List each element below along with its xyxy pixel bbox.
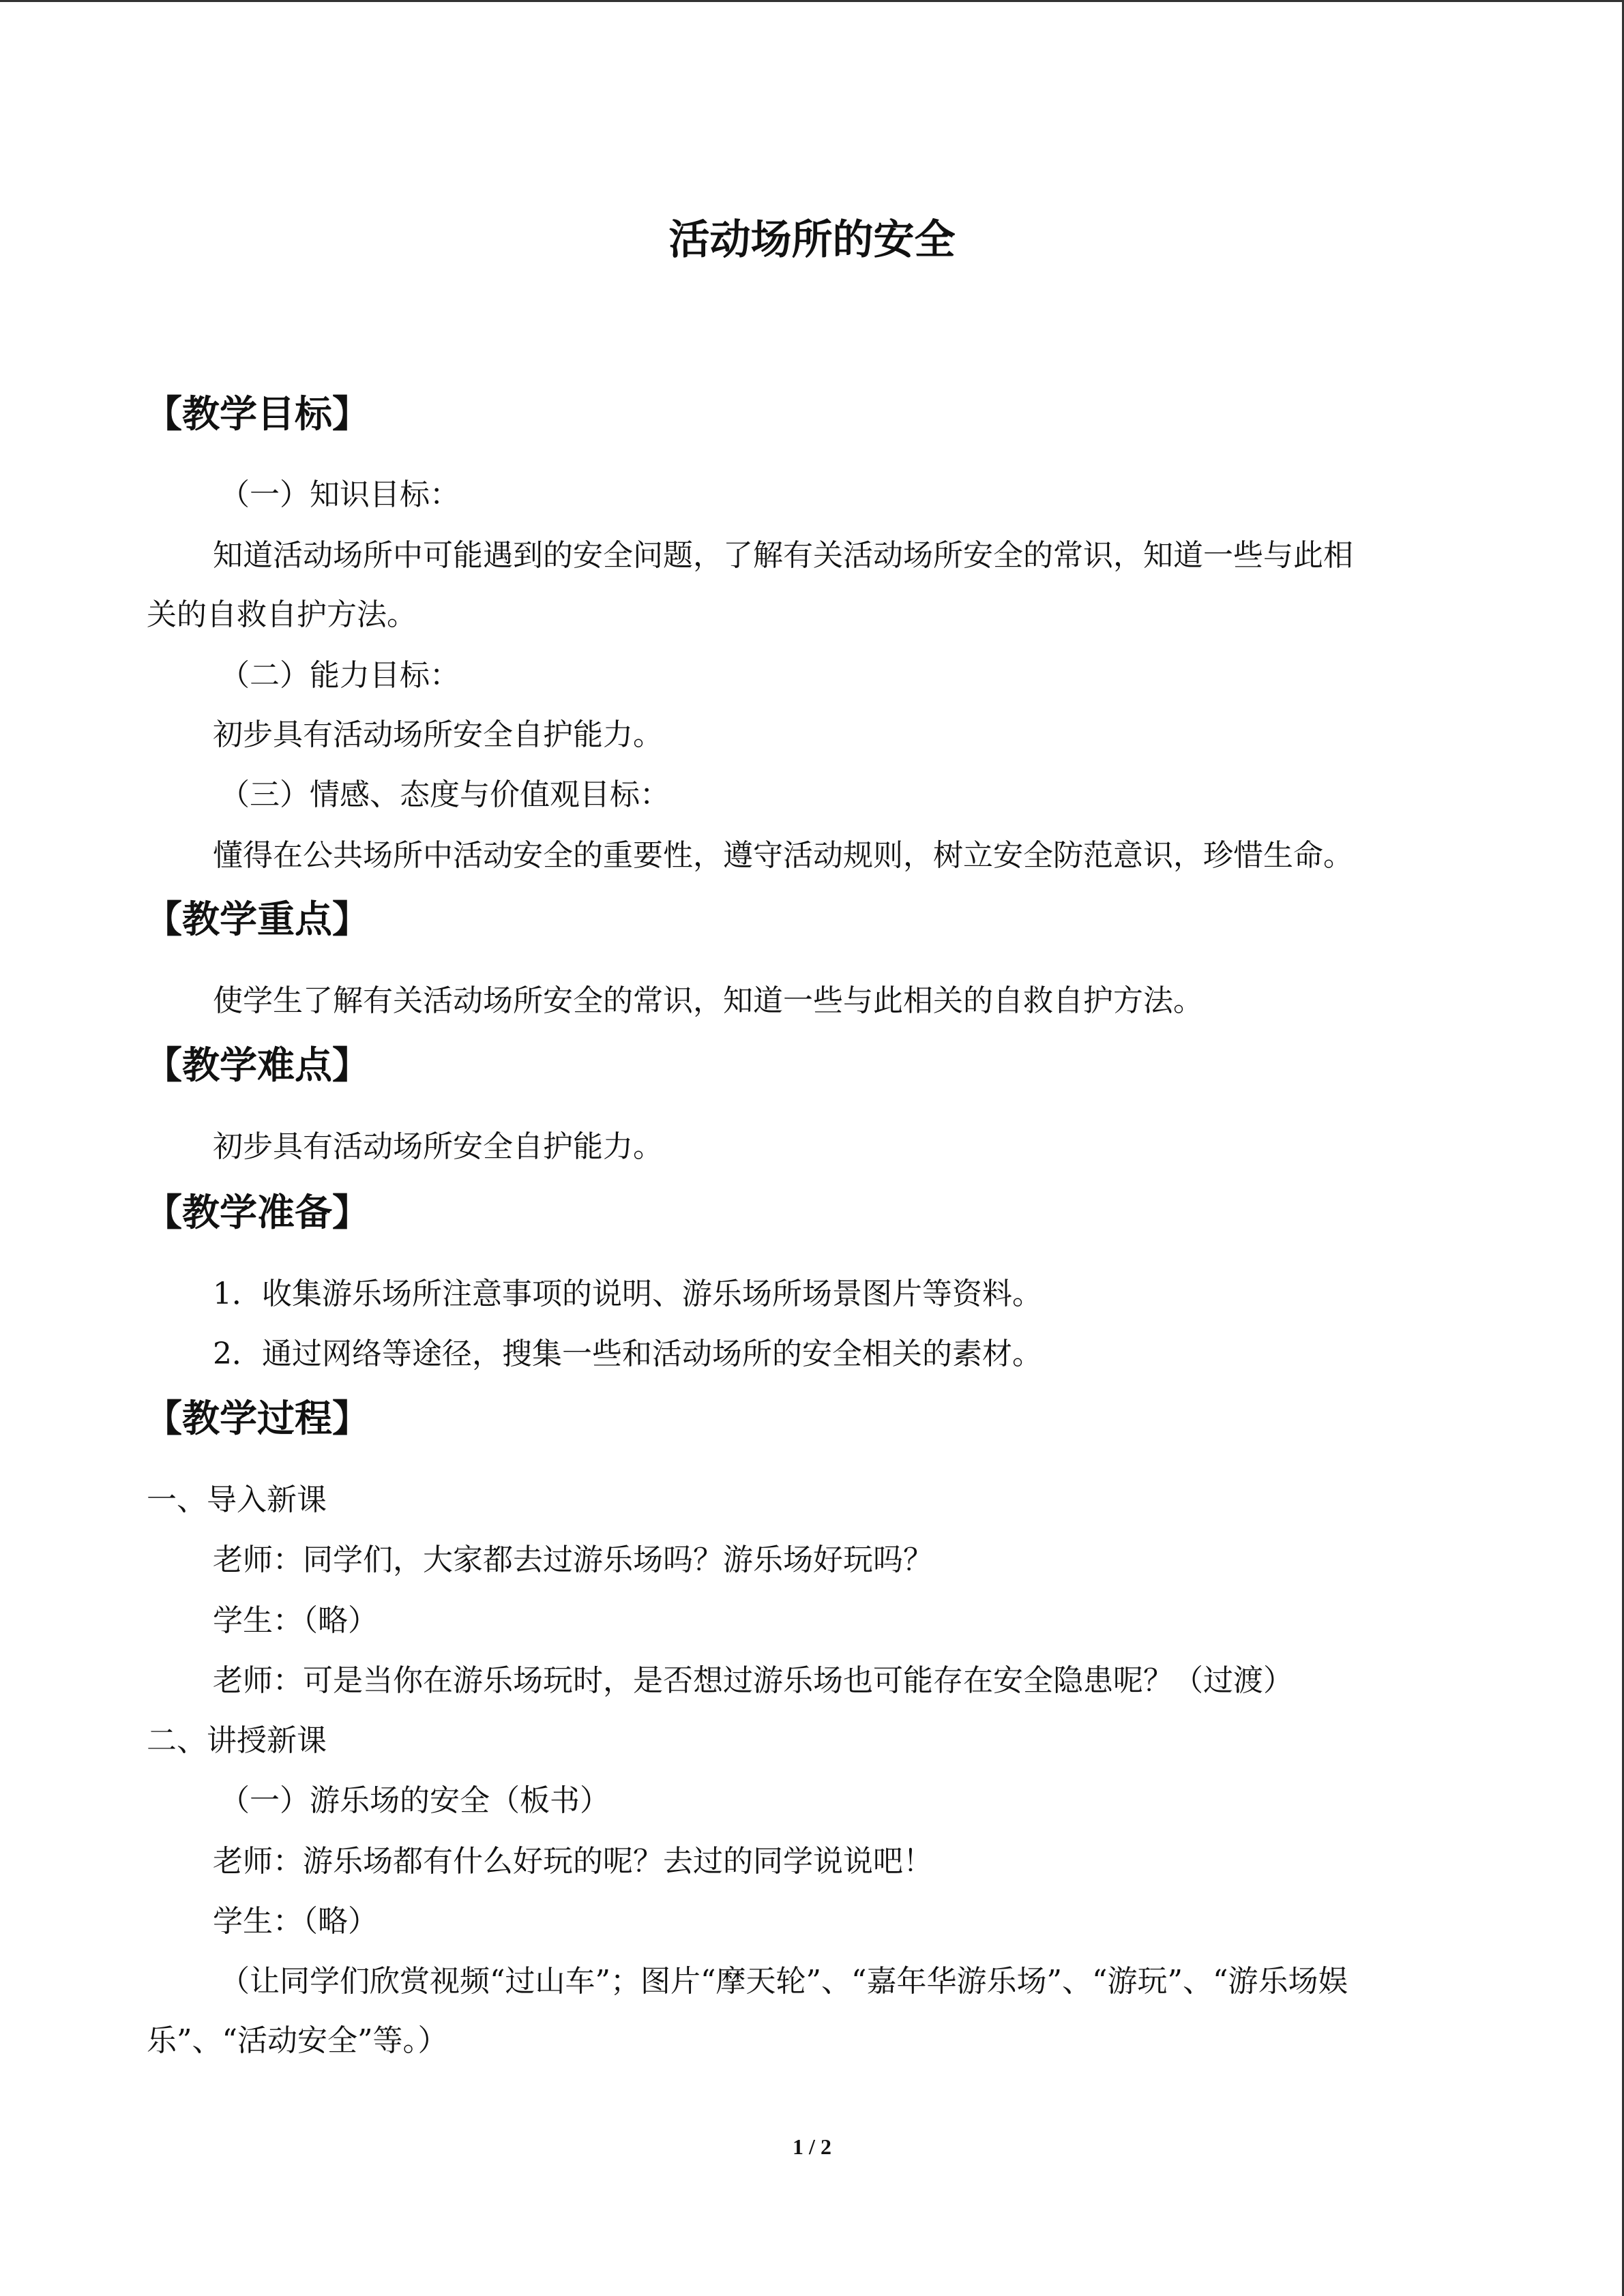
emotion-objective-label: （三）情感、态度与价值观目标： bbox=[220, 777, 670, 812]
process-part-1-line-2: 学生：（略） bbox=[213, 1603, 378, 1638]
process-part-2-line-2: 学生：（略） bbox=[213, 1904, 378, 1939]
preparation-item-2: 2．通过网络等途径，搜集一些和活动场所的安全相关的素材。 bbox=[213, 1337, 1042, 1371]
process-part-2-title: 二、讲授新课 bbox=[147, 1723, 327, 1758]
section-heading-process: 【教学过程】 bbox=[145, 1397, 370, 1440]
preparation-item-1: 1．收集游乐场所注意事项的说明、游乐场所场景图片等资料。 bbox=[213, 1277, 1042, 1311]
process-part-1-line-1: 老师：同学们，大家都去过游乐场吗？游乐场好玩吗？ bbox=[213, 1542, 933, 1577]
section-heading-difficulties: 【教学难点】 bbox=[145, 1043, 370, 1087]
emotion-objective-text: 懂得在公共场所中活动安全的重要性，遵守活动规则，树立安全防范意识，珍惜生命。 bbox=[213, 838, 1353, 873]
ability-objective-text: 初步具有活动场所安全自护能力。 bbox=[213, 717, 663, 752]
key-points-text: 使学生了解有关活动场所安全的常识，知道一些与此相关的自救自护方法。 bbox=[213, 983, 1203, 1018]
process-part-2-line-3a: （让同学们欣赏视频“过山车”；图片“摩天轮”、“嘉年华游乐场”、“游玩”、“游乐场娱 bbox=[220, 1964, 1348, 1999]
ability-objective-label: （二）能力目标： bbox=[220, 658, 460, 693]
document-title: 活动场所的安全 bbox=[668, 216, 956, 264]
knowledge-objective-text-line-2: 关的自救自护方法。 bbox=[147, 597, 417, 632]
knowledge-objective-text-line-1: 知道活动场所中可能遇到的安全问题，了解有关活动场所安全的常识，知道一些与此相 bbox=[213, 538, 1353, 573]
process-part-2-line-1: 老师：游乐场都有什么好玩的呢？去过的同学说说吧！ bbox=[213, 1844, 933, 1879]
process-part-2-subtitle-1: （一）游乐场的安全（板书） bbox=[220, 1783, 610, 1818]
page-number: 1 / 2 bbox=[793, 2134, 831, 2159]
knowledge-objective-label: （一）知识目标： bbox=[220, 477, 460, 512]
section-heading-objectives: 【教学目标】 bbox=[145, 392, 370, 436]
section-heading-key-points: 【教学重点】 bbox=[145, 897, 370, 941]
section-heading-preparation: 【教学准备】 bbox=[145, 1191, 370, 1234]
process-part-2-line-3b: 乐”、“活动安全”等。） bbox=[147, 2023, 448, 2058]
process-part-1-line-3: 老师：可是当你在游乐场玩时，是否想过游乐场也可能存在安全隐患呢？（过渡） bbox=[213, 1663, 1293, 1698]
process-part-1-title: 一、导入新课 bbox=[147, 1482, 327, 1517]
difficulties-text: 初步具有活动场所安全自护能力。 bbox=[213, 1129, 663, 1164]
